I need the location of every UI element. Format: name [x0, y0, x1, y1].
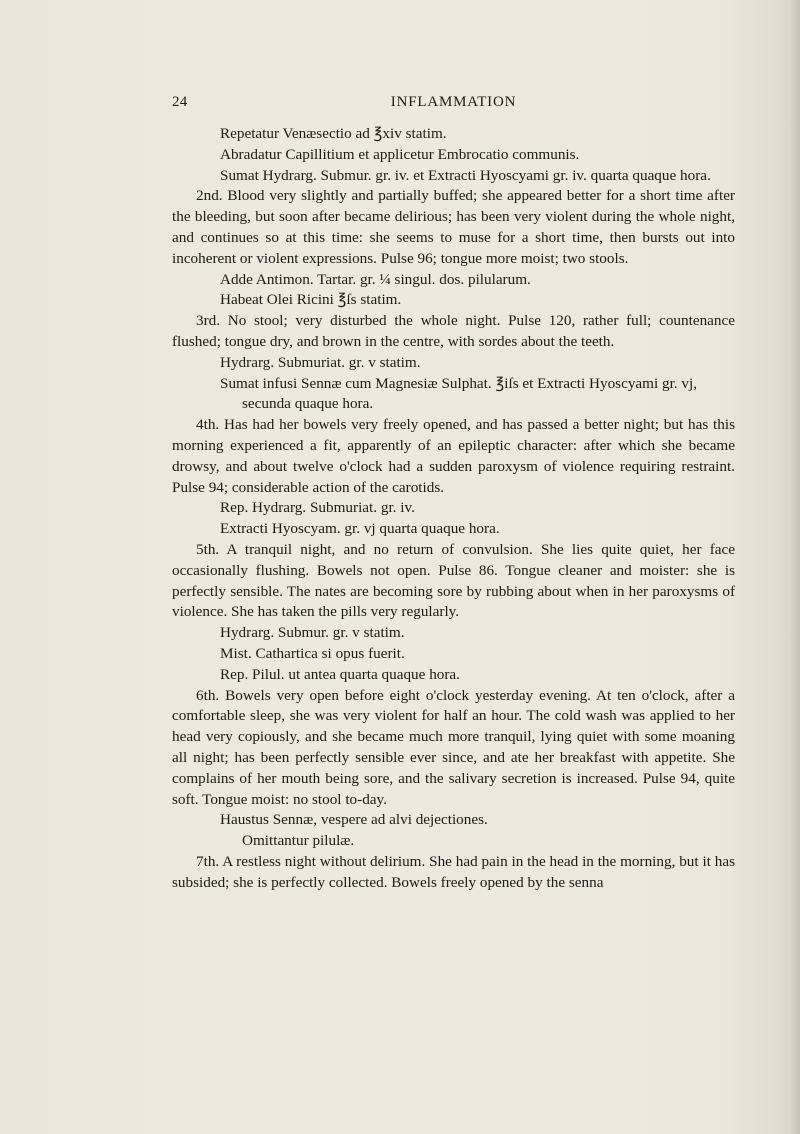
prescription-line: Mist. Cathartica si opus fuerit.	[220, 644, 405, 662]
prescription-line: Hydrarg. Submur. gr. v statim.	[220, 624, 405, 642]
page-number: 24	[172, 94, 188, 110]
case-entry-3rd: 3rd. No stool; very disturbed the whole night. Pulse 120, rather full; countenance flushed; tongue dry, and brown in the centre, with sordes about the teeth.	[172, 312, 735, 350]
case-entry-4th: 4th. Has had her bowels very freely opened, and has passed a better night; but has this morning experienced a fit, apparently of an epileptic character: after which she became drowsy, and about twelve o'clock had a sudden paroxysm of violence requiring restraint. Pulse 94; considerable action of the carotids.	[172, 416, 735, 496]
prescription-line: Repetatur Venæsectio ad ℥xiv statim.	[220, 125, 447, 142]
prescription-line: Omittantur pilulæ.	[242, 832, 355, 850]
prescription-line: Sumat Hydrarg. Submur. gr. iv. et Extracti Hyoscyami gr. iv. quarta quaque hora.	[220, 166, 711, 184]
prescription-line: Habeat Olei Ricini ℥ſs statim.	[220, 291, 402, 309]
prescription-line: Haustus Sennæ, vespere ad alvi dejectiones.	[220, 811, 488, 829]
prescription-line: Adde Antimon. Tartar. gr. ¼ singul. dos. pilularum.	[220, 270, 531, 288]
running-title: INFLAMMATION	[390, 94, 517, 110]
prescription-line: Sumat infusi Sennæ cum Magnesiæ Sulphat. ℥iſs et Extracti Hyoscyami gr. vj, secunda quaque hora.	[220, 374, 698, 413]
prescription-line: Rep. Pilul. ut antea quarta quaque hora.	[220, 665, 460, 683]
case-entry-2nd: 2nd. Blood very slightly and partially buffed; she appeared better for a short time after the bleeding, but soon after became delirious; has been very violent during the whole night, and continues so at this time: she seems to muse for a short time, then bursts out into incoherent or violent expressions. Pulse 96; tongue more moist; two stools.	[172, 187, 735, 267]
case-entry-5th: 5th. A tranquil night, and no return of convulsion. She lies quite quiet, her face occasionally flushing. Bowels not open. Pulse 86. Tongue cleaner and moister: she is perfectly sensible. The nates are becoming sore by rubbing about when in her paroxysms of violence. She has taken the pills very regularly.	[172, 540, 735, 621]
prescription-line: Abradatur Capillitium et applicetur Embrocatio communis.	[220, 145, 580, 163]
page-body	[172, 124, 735, 893]
prescription-line: Hydrarg. Submuriat. gr. v statim.	[220, 353, 421, 371]
prescription-line: Rep. Hydrarg. Submuriat. gr. iv.	[220, 499, 415, 517]
page-header	[172, 94, 735, 114]
page-edge-shadow	[790, 0, 800, 1134]
case-entry-6th: 6th. Bowels very open before eight o'clock yesterday evening. At ten o'clock, after a comfortable sleep, she was very violent for half an hour. The cold wash was applied to her head very copiously, and she became much more tranquil, lying quiet with some moaning all night; has been perfectly sensible ever since, and ate her breakfast with appetite. She complains of her mouth being sore, and the salivary secretion is increased. Pulse 94, quite soft. Tongue moist: no stool to-day.	[172, 686, 735, 808]
prescription-line: Extracti Hyoscyam. gr. vj quarta quaque hora.	[220, 520, 500, 538]
case-entry-7th: 7th. A restless night without delirium. She had pain in the head in the morning, but it has subsided; she is perfectly collected. Bowels freely opened by the senna	[172, 852, 735, 891]
